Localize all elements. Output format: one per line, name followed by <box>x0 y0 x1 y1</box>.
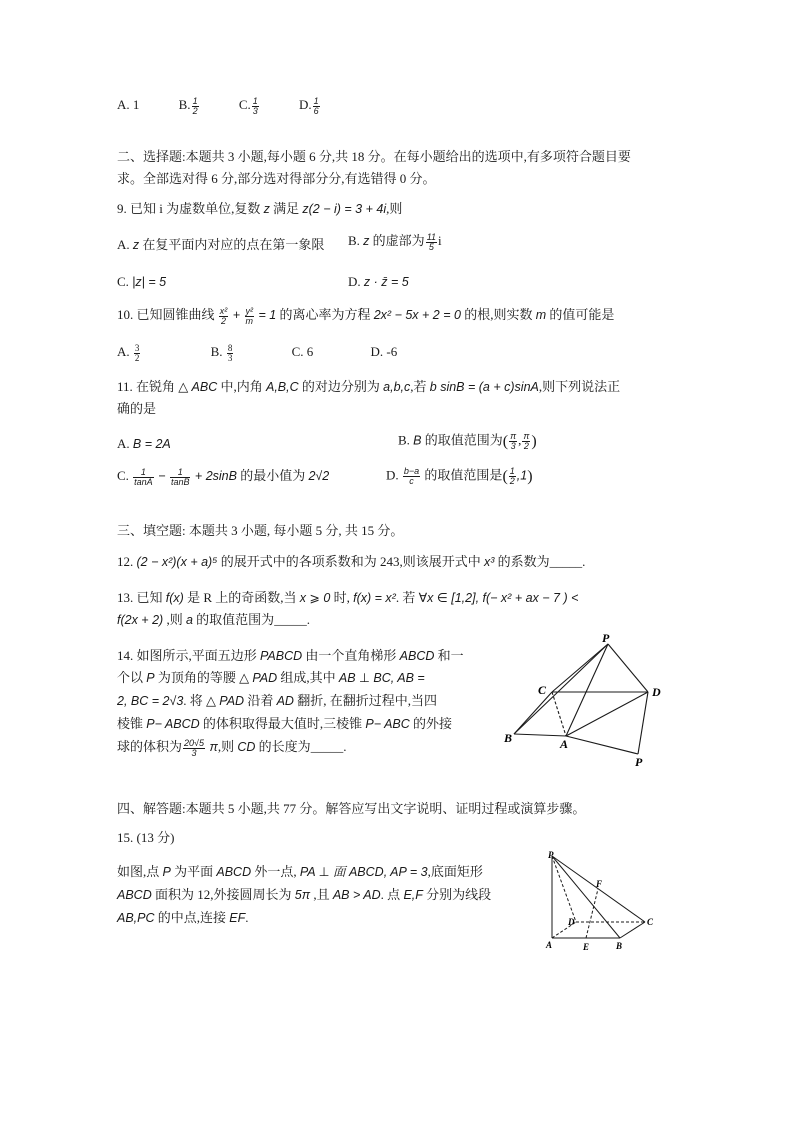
q11-option-c-rest: + 2sinB <box>191 469 237 483</box>
q14-label-p-bottom: P <box>635 755 643 769</box>
q10-option-a-prefix: A. <box>117 344 133 359</box>
q15-l3a: AB,PC <box>117 911 155 925</box>
q14-pad: PAD <box>252 671 278 685</box>
q11-option-b-text: 的取值范围为 <box>421 432 503 448</box>
q12-stem <box>117 553 585 572</box>
q15-p: P <box>162 865 171 879</box>
q14-edge-bc <box>514 692 552 734</box>
q10-option-b <box>210 342 235 363</box>
q14-figure <box>500 632 680 772</box>
q9-option-a-prefix: A. <box>117 237 133 252</box>
q14-l4b: 的体积取得最大值时,三棱锥 <box>199 716 366 731</box>
q15-l3c: . <box>245 910 249 925</box>
q11-option-b-right-den: 2 <box>523 441 529 452</box>
q14-l4a: 棱锥 <box>117 716 147 731</box>
q9-z: z <box>263 202 270 216</box>
q14-answer-blank: _____. <box>310 739 347 754</box>
q8-option-c-den: 3 <box>252 105 258 116</box>
q15-line2 <box>117 886 491 905</box>
q11-stem-line1 <box>117 378 620 397</box>
q9-option-c <box>117 273 166 292</box>
q13-l1a: 13. 已知 <box>117 590 166 605</box>
q8-option-b <box>178 95 200 116</box>
q14-edge-ca <box>552 692 566 736</box>
q14-edge-pd <box>608 644 648 692</box>
q11-option-d-text: 的取值范围是 <box>421 467 503 483</box>
q10-option-b-num: 8 <box>227 342 233 353</box>
q11-option-c-prefix: C. <box>117 468 133 483</box>
q9-stem-b: 满足 <box>269 201 303 216</box>
q14-pabc: P− ABC <box>365 717 410 731</box>
q11-option-a <box>117 435 171 454</box>
q15-label-p: P <box>548 850 554 860</box>
q11-l1a: 11. 在锐角 △ <box>117 379 192 394</box>
q12-x3: x³ <box>483 555 495 569</box>
q14-ad: AD <box>276 694 294 708</box>
q14-line3 <box>117 692 437 711</box>
q15-abcd: ABCD <box>216 865 252 879</box>
q15-edge-pd <box>552 856 576 922</box>
q11-option-d-num: b−a <box>403 466 420 477</box>
q10-option-a-den: 2 <box>134 352 140 363</box>
q9-option-a <box>117 236 324 255</box>
q9-stem <box>117 200 402 219</box>
q10-option-c: C. 6 <box>291 344 314 359</box>
q11-option-b: B. B 的取值范围为( $\frac{\pi}{3}$ , $\frac{\pi}{2}$ ) <box>398 431 537 452</box>
q14-l1b: 由一个直角梯形 <box>302 648 400 663</box>
q9-option-b-den: 5 <box>428 241 434 252</box>
q13-forall: ∀x ∈ [1,2], f(− x² + ax − 7 ) < <box>418 591 579 605</box>
q15-edge-bc <box>620 922 645 938</box>
q10-option-d: D. -6 <box>370 344 398 359</box>
section2-header-line2: 求。全部选对得 6 分,部分选对得部分分,有选错得 0 分。 <box>117 171 436 186</box>
q14-abcd: ABCD <box>399 649 435 663</box>
q10-frac1-den: 2 <box>221 315 227 326</box>
q12-answer-blank: _____. <box>549 554 586 569</box>
q11-abc: ABC <box>191 380 218 394</box>
q14-volume-num: 20√5 <box>184 737 204 748</box>
q14-label-b: B <box>504 731 513 745</box>
q13-fx: f(x) <box>165 591 184 605</box>
q13-l2-expr: f(2x + 2) <box>117 613 164 627</box>
q9-stem-c: ,则 <box>386 201 403 216</box>
q11-option-c-frac1-num: 1 <box>133 468 154 478</box>
q10-option-b-prefix: B. <box>210 344 226 359</box>
q9-stem-a: 9. 已知 i 为虚数单位,复数 <box>117 201 264 216</box>
q8-option-d-prefix: D. <box>299 97 312 112</box>
q15-label-c: C <box>647 917 654 927</box>
q15-l2e: 分别为线段 <box>422 887 492 902</box>
q11-option-d: D. $\frac{b-a}{c}$ 的取值范围是( $\frac{1}{2}$ ,1) <box>386 466 533 487</box>
q11-option-c-frac2-den: tanB <box>170 476 190 487</box>
q10-options <box>117 343 397 363</box>
q10-stem-c: 的根,则实数 <box>460 307 536 322</box>
q15-l3b: 的中点,连接 <box>154 910 230 925</box>
q14-l5a: 球的体积为 <box>117 739 183 754</box>
q11-option-d-den: c <box>409 476 414 487</box>
q15-l2b: 面积为 12,外接圆周长为 <box>151 887 295 902</box>
q13-l1b: 是 R 上的奇函数,当 <box>183 590 300 605</box>
q10-option-a <box>117 342 141 363</box>
q11-option-c-frac1-den: tanA <box>134 476 153 487</box>
section3-header: 三、填空题: 本题共 3 小题, 每小题 5 分, 共 15 分。 <box>117 523 404 538</box>
q15-condition: PA ⊥ 面 ABCD, AP = 3 <box>299 865 428 879</box>
q13-definition: f(x) = x² <box>353 591 396 605</box>
q15-label-e: E <box>583 942 590 952</box>
q14-label-d: D <box>652 685 661 699</box>
q9-option-b-text: 的虚部为 <box>369 233 425 248</box>
q14-label-c: C <box>538 683 547 697</box>
q12-middle: 的展开式中的各项系数和为 243,则该展开式中 <box>217 554 484 569</box>
q14-l3c: 沿着 <box>244 693 277 708</box>
q15-circumference: 5π <box>294 888 311 902</box>
q13-l1d: . 若 <box>395 590 419 605</box>
q9-equation: z(2 − i) = 3 + 4i <box>302 202 387 216</box>
q14-pi: π <box>205 740 218 754</box>
q10-stem-b: 的离心率为方程 <box>276 307 374 322</box>
q14-line1 <box>117 647 464 666</box>
q11-angles: A,B,C <box>265 380 299 394</box>
q11-option-d-left-num: 1 <box>509 466 515 477</box>
q15-l2a: ABCD <box>117 888 152 902</box>
q11-option-a-prefix: A. <box>117 436 133 451</box>
q15-ef2: EF <box>229 911 246 925</box>
q15-l1a: 如图,点 <box>117 864 163 879</box>
q9-option-a-text: 在复平面内对应的点在第一象限 <box>139 237 325 252</box>
q14-cd: CD <box>237 740 256 754</box>
q11-option-d-left-den: 2 <box>509 476 515 487</box>
q9-option-d <box>348 273 409 292</box>
q14-volume-den: 3 <box>191 747 197 758</box>
q14-p: P <box>146 671 155 685</box>
q14-edge-pa <box>566 644 608 736</box>
q14-edge-pc <box>552 644 608 692</box>
q8-option-d <box>299 95 321 116</box>
q8-option-d-den: 6 <box>313 105 319 116</box>
q15-label-a: A <box>546 940 553 950</box>
q8-option-b-prefix: B. <box>178 97 191 112</box>
q15-line3 <box>117 909 249 928</box>
q11-l1e: ,则下列说法正 <box>538 379 621 394</box>
q14-l2a: 个以 <box>117 670 147 685</box>
q14-l3d: 翻折, 在翻折过程中,当四 <box>293 693 437 708</box>
q8-option-c-prefix: C. <box>238 97 251 112</box>
q11-option-b-prefix: B. <box>398 432 414 448</box>
q12-expression: (2 − x²)(x + a)⁵ <box>136 555 218 569</box>
q10-plus: + <box>229 308 244 322</box>
q14-edge-d-pbottom <box>638 692 648 754</box>
q11-option-b-left-den: 3 <box>510 441 516 452</box>
q11-option-c-text: 的最小值为 <box>236 468 309 483</box>
q11-option-d-right: ,1 <box>516 468 528 483</box>
q10-stem <box>117 306 614 326</box>
q15-label-d: D <box>568 917 575 927</box>
q11-option-c-value: 2√2 <box>308 469 330 483</box>
q11-option-c-frac2-num: 1 <box>170 468 191 478</box>
q14-l1c: 和一 <box>434 648 464 663</box>
q9-option-b-i: i <box>438 233 442 248</box>
q10-option-b-den: 3 <box>227 352 233 363</box>
q14-l2b: 为顶角的等腰 △ <box>154 670 253 685</box>
q10-frac2-num: y² <box>245 305 254 316</box>
q13-l2-text: ,则 <box>163 612 186 627</box>
q15-figure <box>540 848 665 960</box>
q10-option-a-num: 3 <box>134 342 140 353</box>
q9-option-b <box>348 232 442 252</box>
q11-option-a-expr: B = 2A <box>132 437 171 451</box>
q15-line1 <box>117 863 483 882</box>
q13-l1c: 时, <box>330 590 354 605</box>
q11-option-c-minus: − <box>154 469 169 483</box>
q15-label-b: B <box>616 941 623 951</box>
q11-l1d: ,若 <box>410 379 430 394</box>
q14-line4 <box>117 715 452 734</box>
q15-l2c: ,且 <box>310 887 333 902</box>
q15-edge-ef <box>586 889 598 938</box>
q14-l5c: 的长度为 <box>255 739 311 754</box>
q8-option-b-num: 1 <box>192 95 198 106</box>
q15-label-f: F <box>596 879 603 889</box>
q11-option-b-b: B <box>413 433 422 448</box>
q10-eq1: = 1 <box>255 308 277 322</box>
q13-answer-blank: _____. <box>274 612 310 627</box>
q14-perp: AB ⊥ BC, AB = <box>338 671 425 685</box>
q9-option-d-prefix: D. <box>348 274 364 289</box>
q15-title: 15. (13 分) <box>117 830 175 845</box>
q13-l2-post: 的取值范围为 <box>192 612 275 627</box>
section2-header-line1: 二、选择题:本题共 3 小题,每小题 6 分,共 18 分。在每小题给出的选项中,有多项符合题目要 <box>117 149 631 164</box>
q13-condition: x ⩾ 0 <box>299 591 331 605</box>
q14-label-p-top: P <box>602 632 610 645</box>
q14-l5b: ,则 <box>217 739 238 754</box>
q9-option-c-prefix: C. <box>117 274 133 289</box>
q9-option-a-z: z <box>132 238 140 252</box>
q14-pabcd: PABCD <box>260 649 303 663</box>
q14-l4c: 的外接 <box>409 716 453 731</box>
q14-line5 <box>117 738 346 758</box>
q10-eq2: 2x² − 5x + 2 = 0 <box>373 308 461 322</box>
q8-option-d-num: 1 <box>313 95 319 106</box>
q14-edge-ad <box>566 692 648 736</box>
q14-pad2: PAD <box>219 694 245 708</box>
q14-pabcd2: P− ABCD <box>146 717 200 731</box>
q11-condition: b sinB = (a + c)sinA <box>429 380 539 394</box>
q14-edge-a-pbottom <box>566 736 638 754</box>
q14-label-a: A <box>560 737 569 751</box>
q14-l3b: . 将 △ <box>183 693 220 708</box>
q14-line2 <box>117 669 425 688</box>
q10-stem-d: 的值可能是 <box>546 307 615 322</box>
q15-ef: E,F <box>403 888 423 902</box>
q9-option-b-z: z <box>363 234 370 248</box>
q9-option-b-num: 11 <box>426 231 437 242</box>
q14-l2c: 组成,其中 <box>277 670 339 685</box>
q15-inequality: AB > AD <box>332 888 381 902</box>
q12-prefix: 12. <box>117 554 137 569</box>
q8-option-b-den: 2 <box>192 105 198 116</box>
q8-options <box>117 96 321 116</box>
q13-a: a <box>185 613 193 627</box>
q10-m: m <box>535 308 547 322</box>
q15-l1d: ,底面矩形 <box>427 864 483 879</box>
q9-option-c-expr: |z| = 5 <box>132 275 167 289</box>
q11-option-b-comma: , <box>518 432 522 448</box>
q11-option-d-prefix: D. <box>386 467 402 483</box>
q15-l1c: 外一点, <box>251 864 300 879</box>
q8-option-c <box>238 95 260 116</box>
q10-stem-a: 10. 已知圆锥曲线 <box>117 307 218 322</box>
q12-post: 的系数为 <box>494 554 550 569</box>
q9-option-d-expr: z · z̄ = 5 <box>363 275 409 289</box>
q11-option-b-right-num: π <box>523 431 530 442</box>
q9-option-b-prefix: B. <box>348 233 364 248</box>
q11-option-b-left-num: π <box>510 431 517 442</box>
q10-frac1-num: x² <box>219 305 228 316</box>
q13-stem-line1 <box>117 589 578 608</box>
q11-stem-line2: 确的是 <box>117 401 157 416</box>
q11-l1b: 中,内角 <box>217 379 266 394</box>
q14-l3a: 2, BC = 2√3 <box>117 694 184 708</box>
q11-option-c <box>117 467 329 487</box>
q8-option-a: A. 1 <box>117 97 140 112</box>
section4-header: 四、解答题:本题共 5 小题,共 77 分。解答应写出文字说明、证明过程或演算步骤。 <box>117 801 586 816</box>
q14-edge-ba <box>514 734 566 736</box>
q11-l1c: 的对边分别为 <box>298 379 384 394</box>
q13-stem-line2 <box>117 611 310 630</box>
q11-sides: a,b,c <box>383 380 411 394</box>
q14-l1a: 14. 如图所示,平面五边形 <box>117 648 261 663</box>
q15-l1b: 为平面 <box>170 864 217 879</box>
q10-frac2-den: m <box>245 315 254 326</box>
q15-l2d: . 点 <box>380 887 404 902</box>
q8-option-c-num: 1 <box>252 95 258 106</box>
